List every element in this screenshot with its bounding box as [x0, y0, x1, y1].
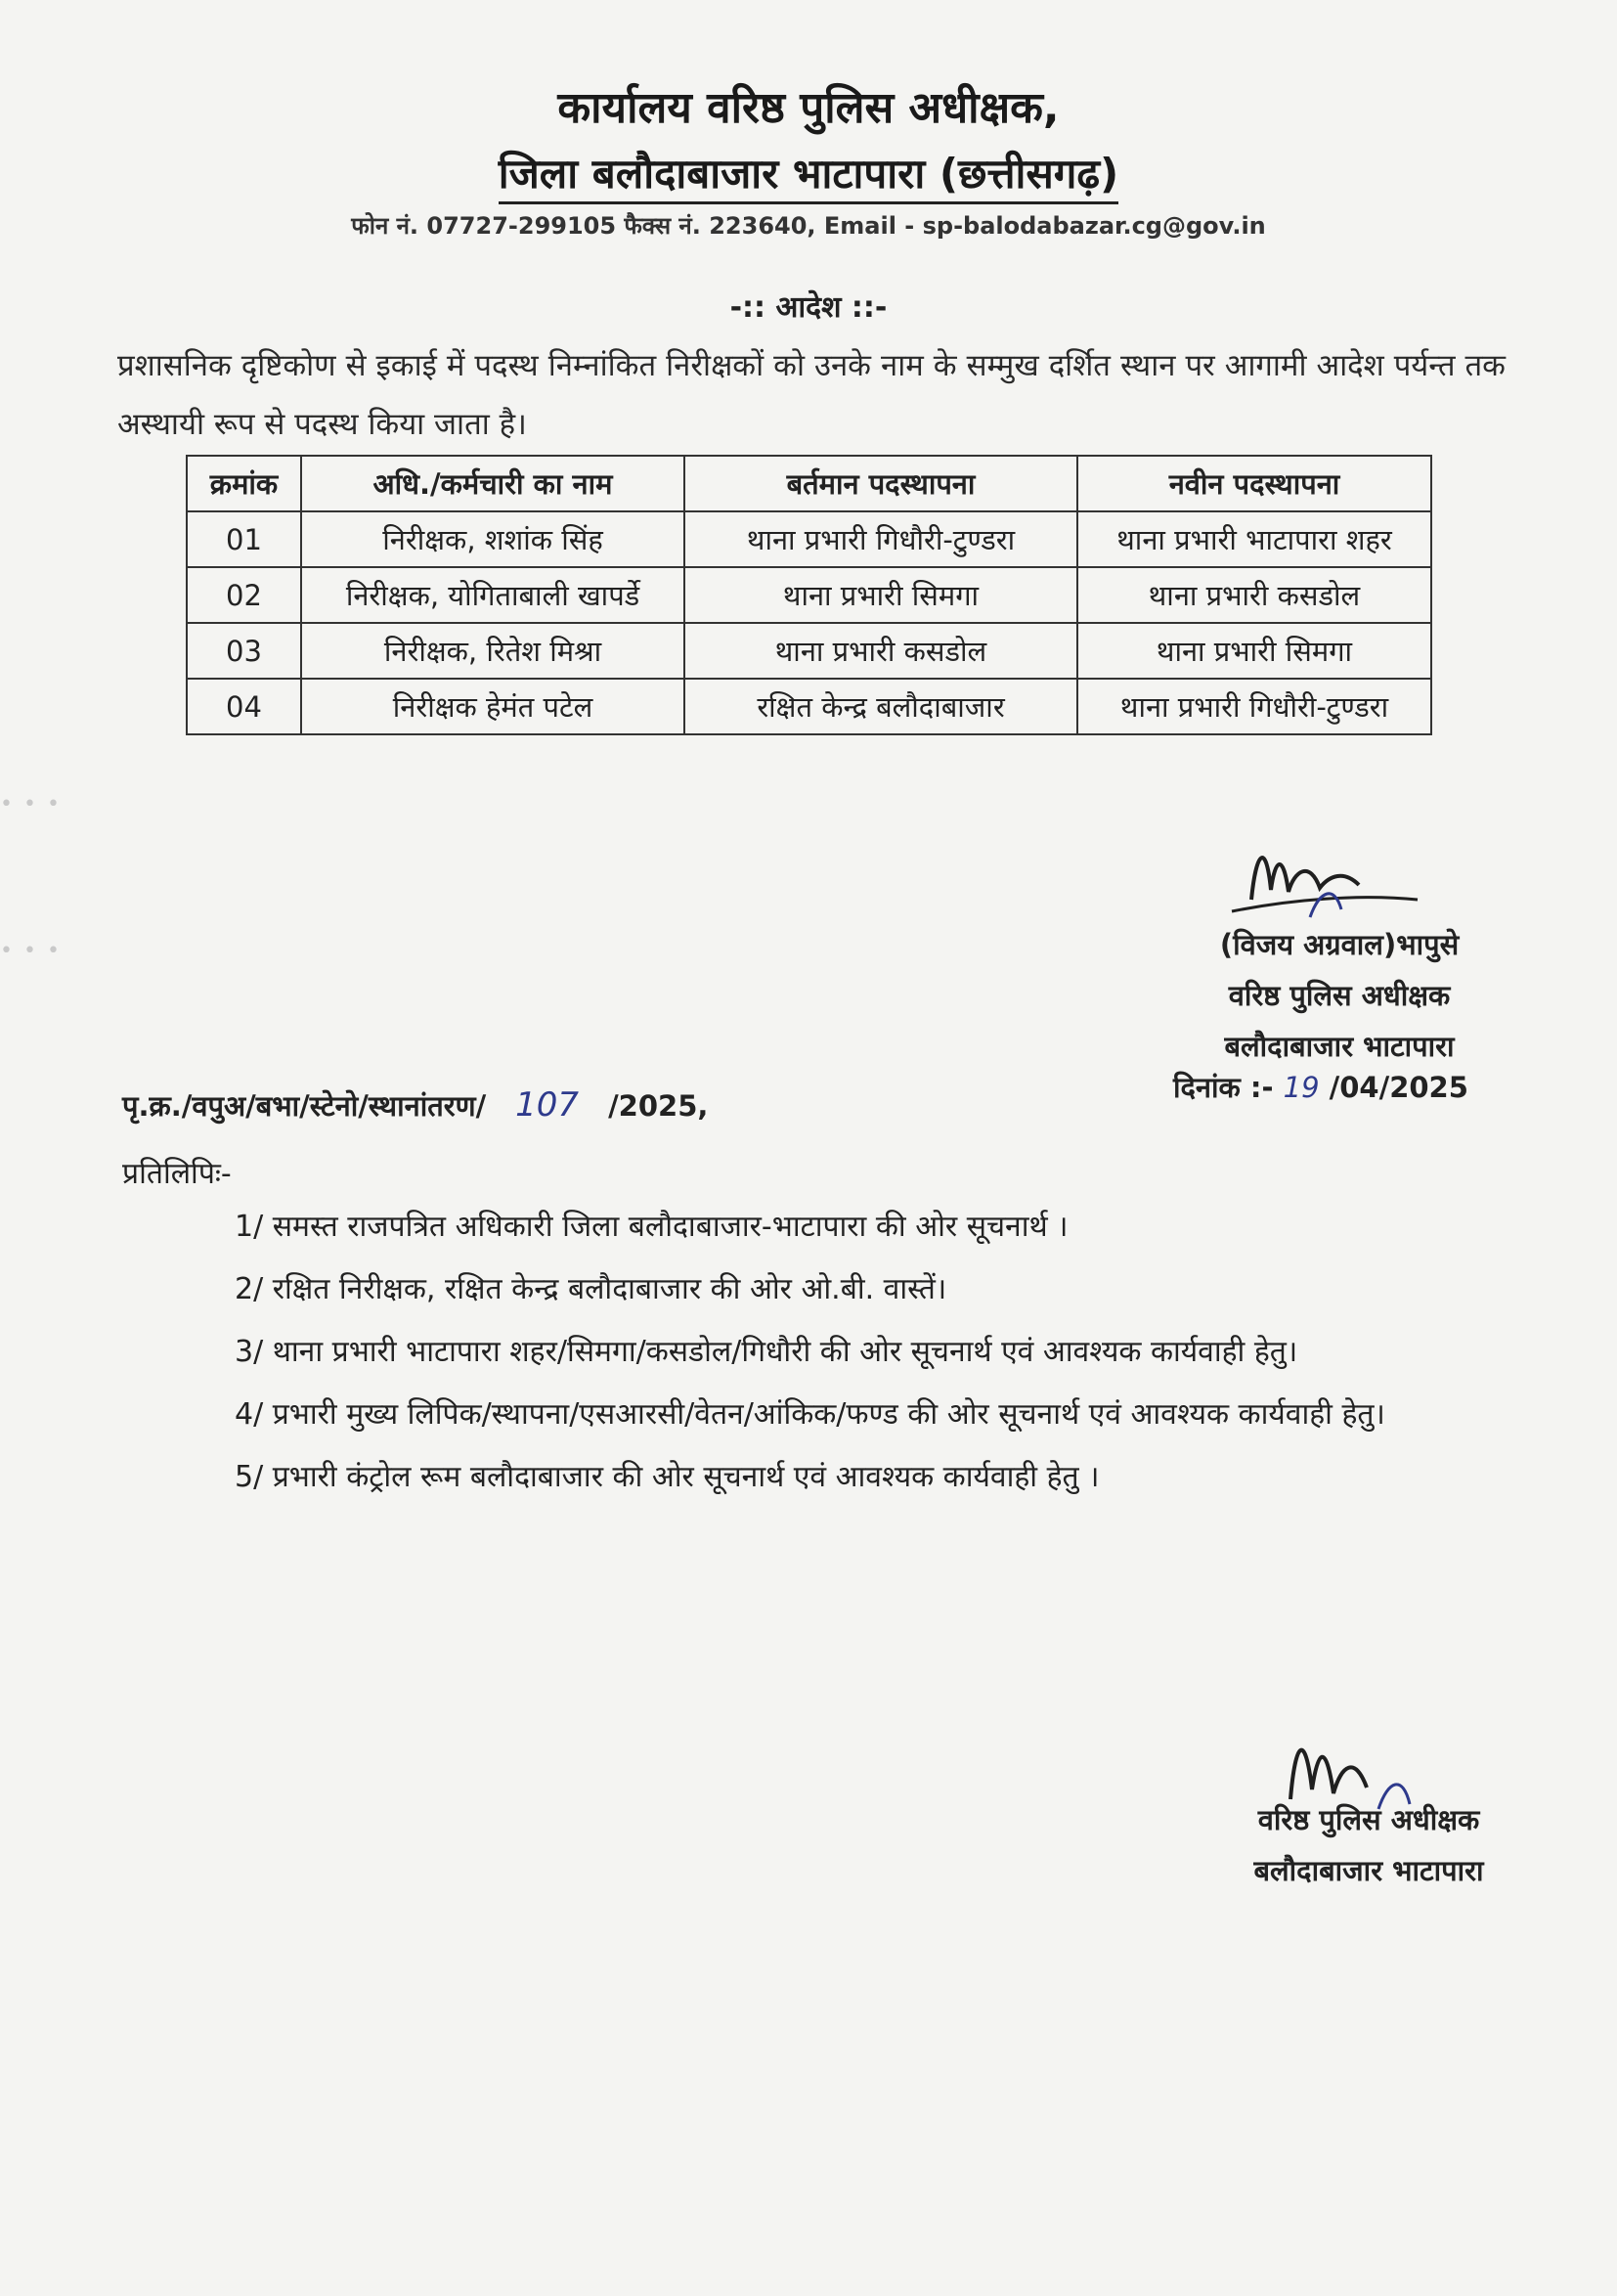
date-label: दिनांक :-: [1173, 1071, 1274, 1104]
cell-current-posting: थाना प्रभारी गिधौरी-टुण्डरा: [684, 511, 1077, 567]
cell-name: निरीक्षक हेमंत पटेल: [301, 679, 684, 734]
signatory-location: बलौदाबाजार भाटापारा: [1224, 1030, 1455, 1063]
cell-current-posting: रक्षित केन्द्र बलौदाबाजार: [684, 679, 1077, 734]
cell-current-posting: थाना प्रभारी सिमगा: [684, 567, 1077, 623]
signatory-location: बलौदाबाजार भाटापारा: [1253, 1854, 1484, 1887]
list-item: 3/ थाना प्रभारी भाटापारा शहर/सिमगा/कसडोल/गिधौरी की ओर सूचनार्थ एवं आवश्यक कार्यवाही हेतु।: [235, 1335, 1298, 1369]
signatory-name: (विजय अग्रवाल)भापुसे: [1219, 928, 1460, 961]
col-header-name: अधि./कर्मचारी का नाम: [301, 456, 684, 511]
date-rest: /04/2025: [1329, 1071, 1468, 1104]
list-item: 2/ रक्षित निरीक्षक, रक्षित केन्द्र बलौदाबाजार की ओर ओ.बी. वास्तें।: [235, 1272, 947, 1306]
copy-to-list: [235, 1199, 1506, 1512]
cell-serial: 04: [187, 679, 301, 734]
cell-serial: 01: [187, 511, 301, 567]
signature-block-1: [1154, 919, 1525, 1072]
list-item: 1/ समस्त राजपत्रित अधिकारी जिला बलौदाबाजार-भाटापारा की ओर सूचनार्थ ।: [235, 1210, 1069, 1244]
cell-new-posting: थाना प्रभारी कसडोल: [1077, 567, 1431, 623]
cell-serial: 02: [187, 567, 301, 623]
reference-suffix: /2025,: [608, 1089, 709, 1123]
district-heading-text: जिला बलौदाबाजार भाटापारा (छत्तीसगढ़): [499, 150, 1119, 204]
signatory-designation: वरिष्ठ पुलिस अधीक्षक: [1257, 1803, 1480, 1836]
table-row: [187, 567, 1431, 623]
cell-current-posting: थाना प्रभारी कसडोल: [684, 623, 1077, 679]
signature-scribble-1: [1173, 831, 1525, 919]
cell-name: निरीक्षक, रितेश मिश्रा: [301, 623, 684, 679]
reference-number: 107: [515, 1085, 580, 1125]
date-handwritten: 19: [1283, 1071, 1320, 1104]
transfer-table: [186, 455, 1432, 735]
office-heading: कार्यालय वरिष्ठ पुलिस अधीक्षक,: [557, 83, 1060, 133]
reference-prefix: पृ.क्र./वपुअ/बभा/स्टेनो/स्थानांतरण/: [122, 1089, 487, 1123]
reference-line: [122, 1085, 708, 1125]
order-intro: प्रशासनिक दृष्टिकोण से इकाई में पदस्थ निम्नांकित निरीक्षकों को उनके नाम के सम्मुख दर्शित स्थान पर आगामी आदेश पर्यन्त तक अस्थायी रूप से पदस्थ किया जाता है।: [117, 348, 1506, 442]
bleed-through-artifact: • • •: [0, 939, 62, 963]
signatory-designation: वरिष्ठ पुलिस अधीक्षक: [1228, 979, 1451, 1012]
table-row: [187, 511, 1431, 567]
signature-block-2: [1193, 1794, 1545, 1896]
cell-new-posting: थाना प्रभारी गिधौरी-टुण्डरा: [1077, 679, 1431, 734]
col-header-serial: क्रमांक: [187, 456, 301, 511]
bleed-through-artifact: • • •: [0, 792, 62, 817]
copy-to-heading: प्रतिलिपिः-: [122, 1157, 232, 1191]
cell-serial: 03: [187, 623, 301, 679]
district-heading: [0, 145, 1617, 200]
contact-line: फोन नं. 07727-299105 फैक्स नं. 223640, Email - sp-balodabazar.cg@gov.in: [351, 212, 1266, 240]
table-row: [187, 679, 1431, 734]
cell-name: निरीक्षक, योगिताबाली खापर्डे: [301, 567, 684, 623]
cell-new-posting: थाना प्रभारी सिमगा: [1077, 623, 1431, 679]
col-header-new-posting: नवीन पदस्थापना: [1077, 456, 1431, 511]
list-item: 4/ प्रभारी मुख्य लिपिक/स्थापना/एसआरसी/वेतन/आंकिक/फण्ड की ओर सूचनार्थ एवं आवश्यक कार्यवाही हेतु।: [235, 1397, 1385, 1432]
table-row: [187, 623, 1431, 679]
table-header-row: [187, 456, 1431, 511]
cell-name: निरीक्षक, शशांक सिंह: [301, 511, 684, 567]
cell-new-posting: थाना प्रभारी भाटापारा शहर: [1077, 511, 1431, 567]
list-item: 5/ प्रभारी कंट्रोल रूम बलौदाबाजार की ओर सूचनार्थ एवं आवश्यक कार्यवाही हेतु ।: [235, 1460, 1100, 1494]
col-header-current-posting: बर्तमान पदस्थापना: [684, 456, 1077, 511]
order-date: [1173, 1068, 1468, 1106]
order-title: -:: आदेश ::-: [729, 290, 888, 325]
